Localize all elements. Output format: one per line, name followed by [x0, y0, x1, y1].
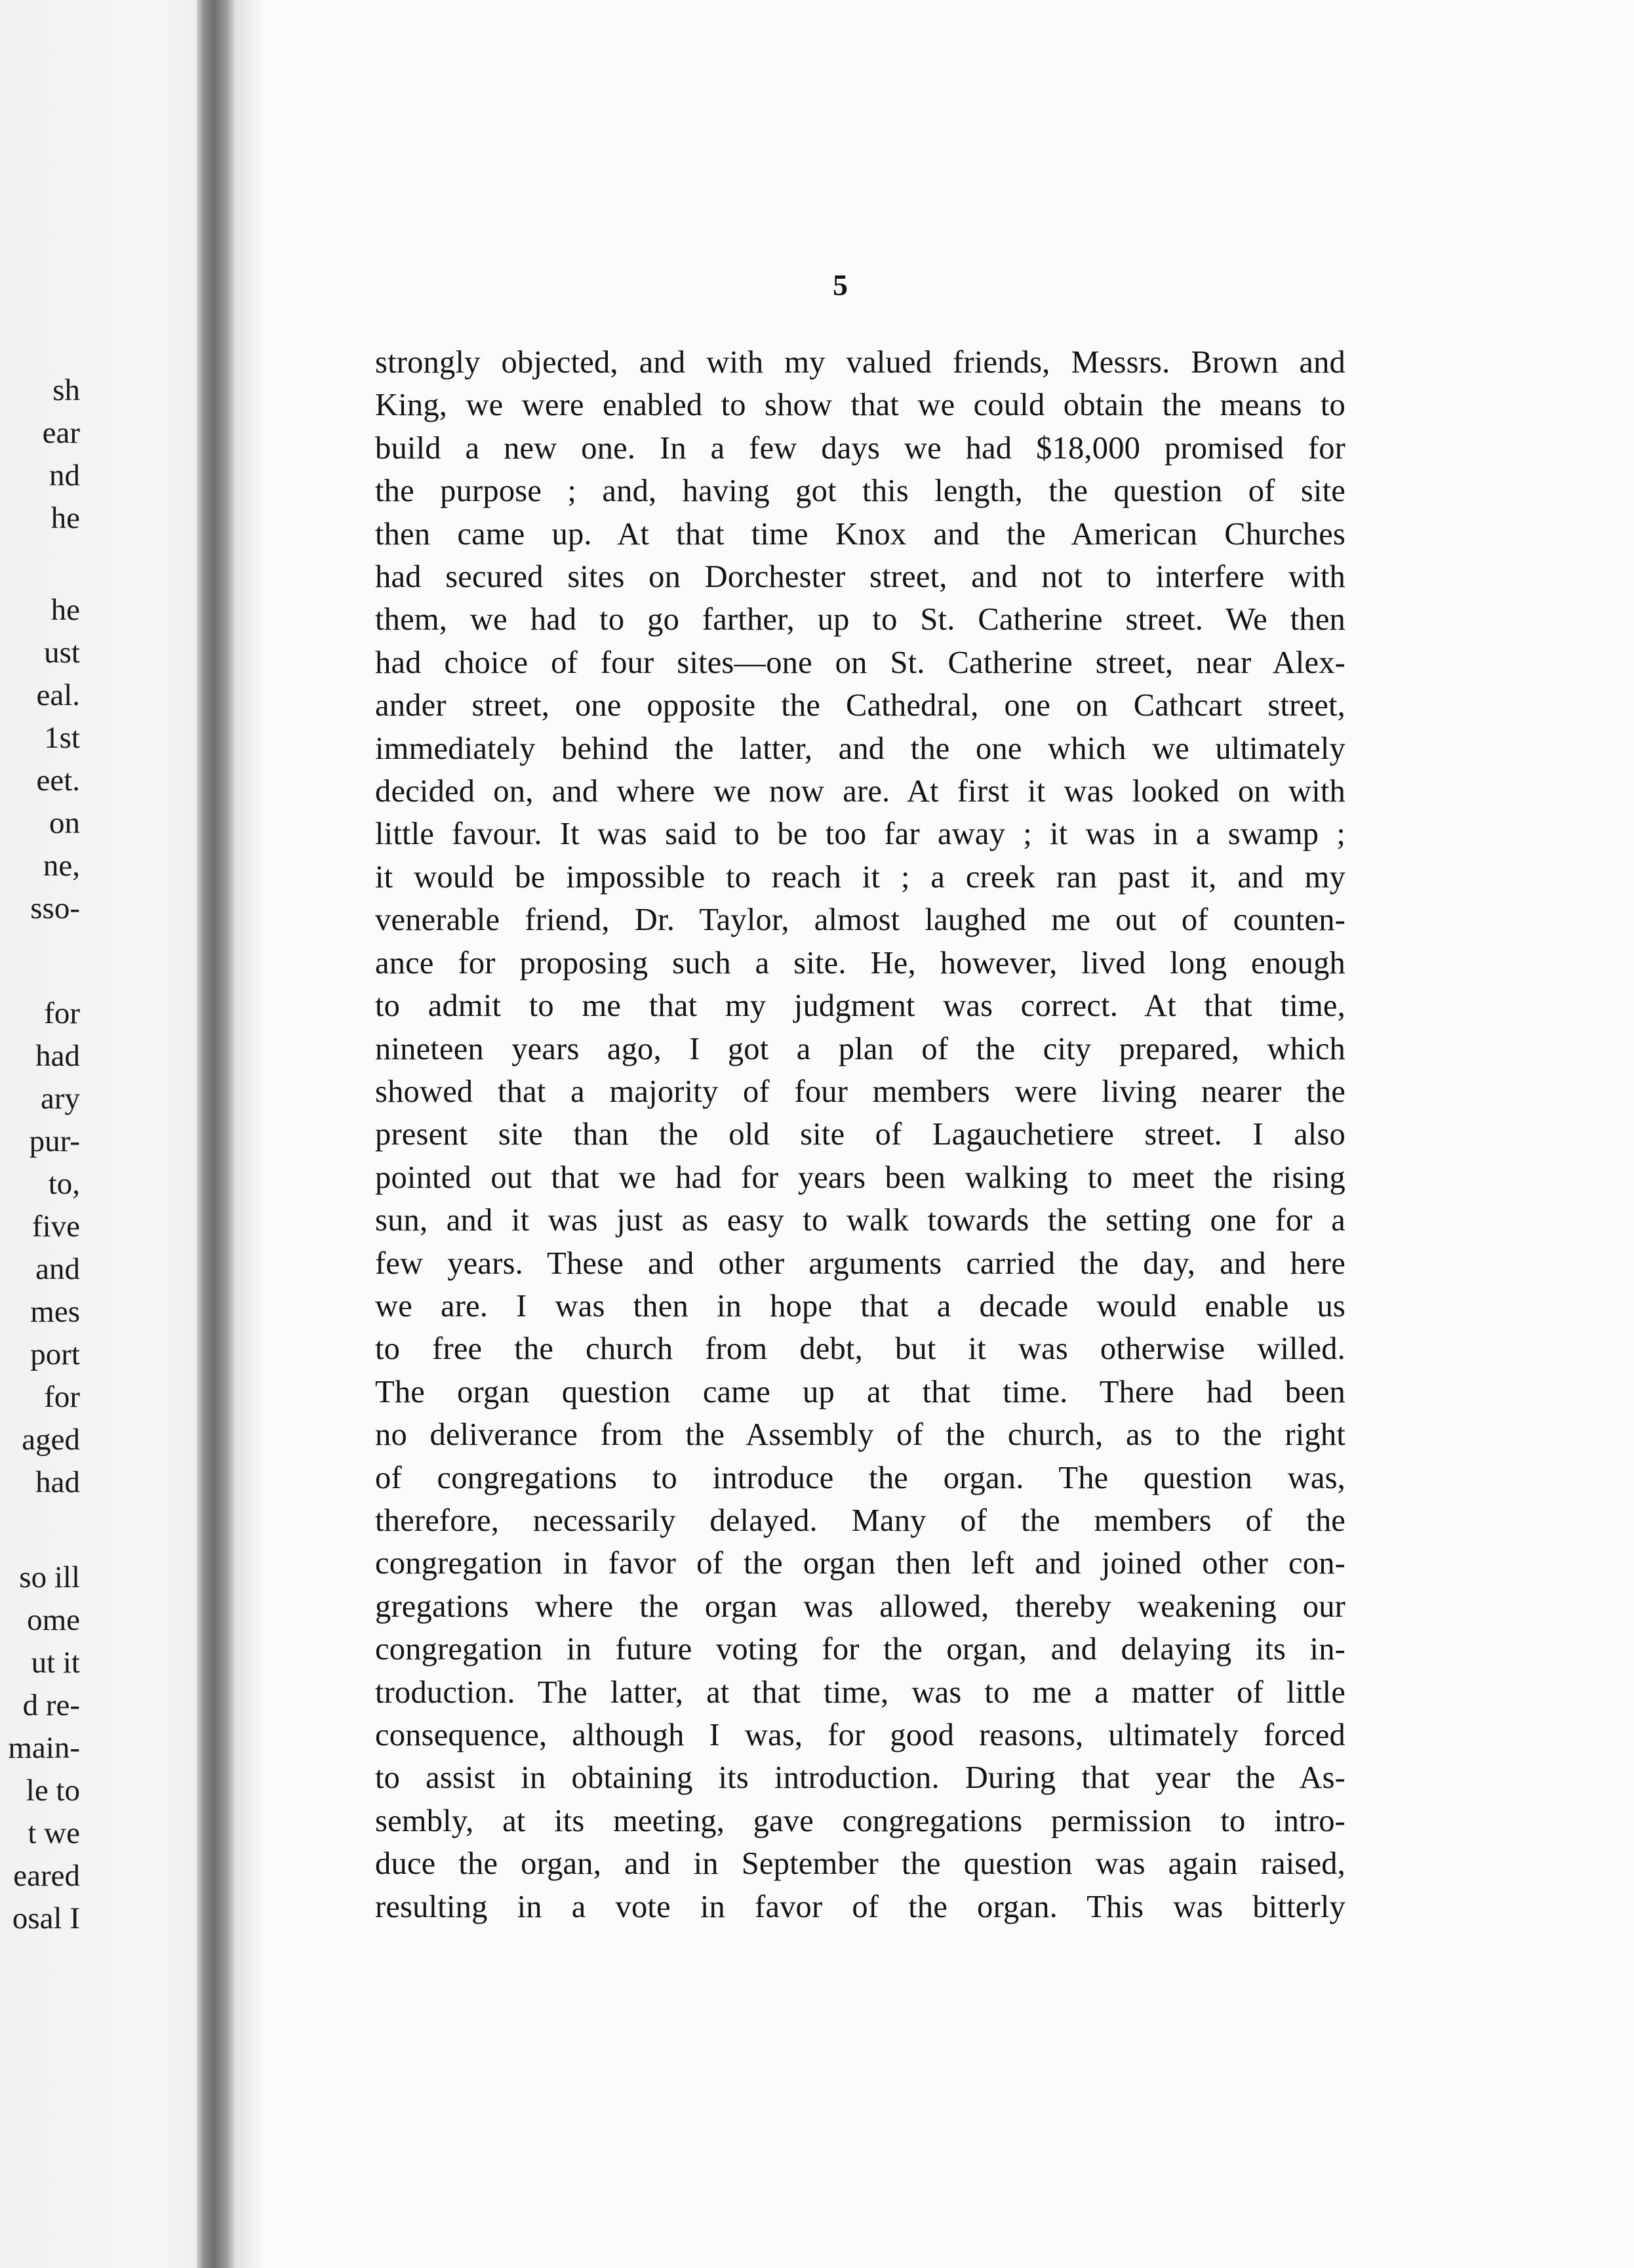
left-page-fragment: eet. — [36, 763, 80, 798]
text-line: congregation in future voting for the organ, and delaying its in- — [375, 1632, 1345, 1667]
left-page-fragment: sso- — [30, 891, 80, 925]
left-page-fragment: sh — [52, 373, 80, 407]
text-line: little favour. It was said to be too far away ; it was in a swamp ; — [375, 817, 1345, 852]
text-line: to assist in obtaining its introduction. During that year the As- — [375, 1760, 1345, 1796]
page-number: 5 — [833, 268, 848, 302]
left-page-fragment: port — [30, 1337, 80, 1371]
text-line: nineteen years ago, I got a plan of the city prepared, which — [375, 1031, 1345, 1066]
left-page-fragment: ear — [42, 416, 80, 450]
text-line: to free the church from debt, but it was otherwise willed. — [375, 1331, 1345, 1367]
left-page-fragment: pur- — [29, 1124, 80, 1158]
left-page-fragment: five — [31, 1209, 80, 1244]
text-line: ance for proposing such a site. He, however, lived long enough — [375, 945, 1345, 981]
text-line: build a new one. In a few days we had $18,000 promised for — [375, 430, 1345, 466]
text-line: King, we were enabled to show that we could obtain the means to — [375, 388, 1345, 423]
left-page-fragment: le to — [26, 1773, 80, 1808]
text-line: to admit to me that my judgment was correct. At that time, — [375, 988, 1345, 1024]
text-line: showed that a majority of four members were living nearer the — [375, 1074, 1345, 1109]
text-line: had choice of four sites—one on St. Catherine street, near Alex- — [375, 645, 1345, 680]
left-page-fragment: ust — [44, 636, 80, 670]
text-line: of congregations to introduce the organ. The question was, — [375, 1460, 1345, 1495]
left-page-fragment: nd — [49, 458, 80, 493]
left-page-fragment: ne, — [43, 849, 80, 883]
left-page-fragment: he — [50, 593, 80, 627]
text-line: it would be impossible to reach it ; a creek ran past it, and my — [375, 859, 1345, 895]
text-line: we are. I was then in hope that a decade would enable us — [375, 1288, 1345, 1324]
text-line: had secured sites on Dorchester street, and not to interfere with — [375, 559, 1345, 595]
text-line: therefore, necessarily delayed. Many of the members of the — [375, 1503, 1345, 1538]
text-line: present site than the old site of Lagauchetiere street. I also — [375, 1117, 1345, 1152]
text-line: congregation in favor of the organ then left and joined other con- — [375, 1546, 1345, 1581]
text-line: them, we had to go farther, up to St. Catherine street. We then — [375, 602, 1345, 638]
left-page-fragment: t we — [28, 1816, 80, 1850]
text-line: pointed out that we had for years been walking to meet the rising — [375, 1160, 1345, 1195]
text-line: decided on, and where we now are. At first it was looked on with — [375, 774, 1345, 809]
left-page-fragment: eared — [13, 1859, 80, 1893]
text-line: resulting in a vote in favor of the organ. This was bitterly — [375, 1889, 1345, 1924]
text-line: immediately behind the latter, and the one which we ultimately — [375, 731, 1345, 766]
left-page-fragment: osal I — [12, 1901, 80, 1935]
text-line: no deliverance from the Assembly of the church, as to the right — [375, 1417, 1345, 1453]
text-line: The organ question came up at that time. There had been — [375, 1374, 1345, 1409]
text-line: sun, and it was just as easy to walk towards the setting one for a — [375, 1203, 1345, 1238]
left-page-fragment: eal. — [36, 678, 80, 712]
text-line: ander street, one opposite the Cathedral, one on Cathcart street, — [375, 688, 1345, 723]
left-page-fragment: ut it — [31, 1646, 80, 1680]
left-page-fragment: ome — [27, 1603, 80, 1637]
left-page-fragment: d re- — [22, 1688, 80, 1722]
left-page-edge — [0, 0, 197, 2268]
text-line: consequence, although I was, for good reasons, ultimately forced — [375, 1718, 1345, 1752]
gutter-shadow — [236, 0, 262, 2268]
left-page-fragment: had — [35, 1039, 80, 1073]
text-line: few years. These and other arguments carried the day, and here — [375, 1245, 1345, 1281]
left-page-fragment: aged — [22, 1423, 80, 1457]
left-page-fragment: for — [44, 996, 80, 1030]
left-page-fragment: main- — [8, 1731, 80, 1765]
text-line: sembly, at its meeting, gave congregations permission to intro- — [375, 1803, 1345, 1838]
left-page-fragment: to, — [48, 1167, 80, 1201]
left-page-fragment: so ill — [19, 1560, 80, 1594]
left-page-fragment: and — [35, 1252, 80, 1286]
left-page-fragment: on — [49, 806, 80, 840]
left-page-fragment: ary — [40, 1082, 80, 1116]
left-page-fragment: 1st — [44, 721, 80, 755]
left-page-fragment: had — [35, 1465, 80, 1499]
left-page-fragment: he — [50, 501, 80, 535]
text-line: gregations where the organ was allowed, thereby weakening our — [375, 1589, 1345, 1624]
text-line: troduction. The latter, at that time, was to me a matter of little — [375, 1674, 1345, 1710]
left-page-fragment: for — [44, 1380, 80, 1414]
left-page-fragment: mes — [30, 1295, 80, 1329]
book-gutter — [197, 0, 236, 2268]
text-line: strongly objected, and with my valued friends, Messrs. Brown and — [375, 345, 1345, 380]
text-line: duce the organ, and in September the question was again raised, — [375, 1846, 1345, 1882]
text-line: then came up. At that time Knox and the American Churches — [375, 516, 1345, 552]
body-text — [375, 341, 1345, 1928]
text-line: venerable friend, Dr. Taylor, almost laughed me out of counten- — [375, 902, 1345, 938]
text-line: the purpose ; and, having got this length, the question of site — [375, 474, 1345, 509]
